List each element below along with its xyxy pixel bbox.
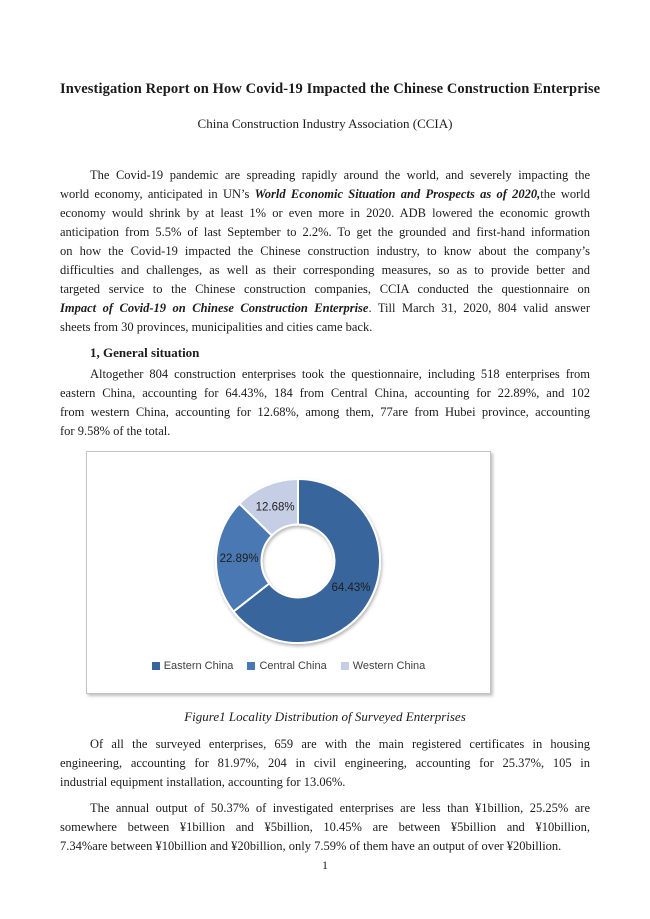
text-line: eastern China, accounting for 64.43%, 184 from Central China, accounting for 22.89%, and 102: [60, 386, 590, 400]
text-line: world economy, anticipated in UN’s World Economic Situation and Prospects as of 2020,the world: [60, 187, 590, 201]
text-line: Of all the surveyed enterprises, 659 are with the main registered certificates in housing: [90, 737, 590, 751]
slice-label-western-china: 12.68%: [255, 501, 295, 514]
paragraph-general-situation: [60, 365, 590, 441]
legend-swatch-central-china: [247, 662, 255, 670]
legend-swatch-eastern-china: [152, 662, 160, 670]
legend-swatch-western-china: [341, 662, 349, 670]
text-line: Impact of Covid-19 on Chinese Construction Enterprise. Till March 31, 2020, 804 valid answer: [60, 301, 590, 315]
text-line: from western China, accounting for 12.68%, among them, 77are from Hubei province, accounting: [60, 405, 590, 419]
text-line: for 9.58% of the total.: [60, 424, 171, 438]
slice-label-eastern-china: 64.43%: [331, 581, 371, 594]
page-number: 1: [322, 858, 328, 872]
document-subtitle: China Construction Industry Association (CCIA): [197, 116, 453, 131]
legend-item-central-china: [247, 660, 326, 672]
text-line: sheets from 30 provinces, municipalities and cities came back.: [60, 320, 373, 334]
text-line: difficulties and challenges, as well as their corresponding measures, so as to provide better and: [60, 263, 590, 277]
text-line: somewhere between ¥1billion and ¥5billion, 10.45% are between ¥5billion and ¥10billion,: [60, 820, 590, 834]
text-line: The Covid-19 pandemic are spreading rapidly around the world, and severely impacting the: [90, 168, 590, 182]
chart-legend: [152, 660, 426, 672]
legend-item-eastern-china: [152, 660, 234, 672]
text-line: anticipation from 5.5% of last September to 2.2%. To get the grounded and first-hand information: [60, 225, 590, 239]
text-line: targeted service to the Chinese construction companies, CCIA conducted the questionnaire on: [60, 282, 590, 296]
paragraph-certificates: [60, 735, 590, 792]
legend-label: Western China: [352, 660, 426, 672]
text-line: 7.34%are between ¥10billion and ¥20billion, only 7.59% of them have an output of over ¥20billion.: [60, 839, 562, 853]
paragraph-intro: [60, 166, 590, 337]
paragraph-annual-output: [60, 799, 590, 856]
figure-chart-frame: [86, 451, 491, 694]
text-line: industrial equipment installation, accounting for 13.06%.: [60, 775, 346, 789]
legend-item-western-china: [341, 660, 426, 672]
text-line: economy would shrink by at least 1% or even more in 2020. ADB lowered the economic growth: [60, 206, 590, 220]
legend-label: Eastern China: [163, 660, 234, 672]
text-line: Altogether 804 construction enterprises took the questionnaire, including 518 enterprises from: [90, 367, 590, 381]
figure-caption: Figure1 Locality Distribution of Surveyed Enterprises: [184, 709, 466, 724]
text-line: engineering, accounting for 81.97%, 204 in civil engineering, accounting for 25.37%, 105 in: [60, 756, 590, 770]
text-line: on how the Covid-19 impacted the Chinese construction industry, to know about the company’s: [60, 244, 590, 258]
document-title: Investigation Report on How Covid-19 Impacted the Chinese Construction Enterprise: [60, 81, 601, 97]
section-heading-general-situation: 1, General situation: [90, 345, 200, 360]
slice-label-central-china: 22.89%: [219, 552, 259, 565]
legend-label: Central China: [259, 660, 327, 672]
donut-chart: [87, 452, 490, 652]
text-line: The annual output of 50.37% of investigated enterprises are less than ¥1billion, 25.25% are: [90, 801, 590, 815]
